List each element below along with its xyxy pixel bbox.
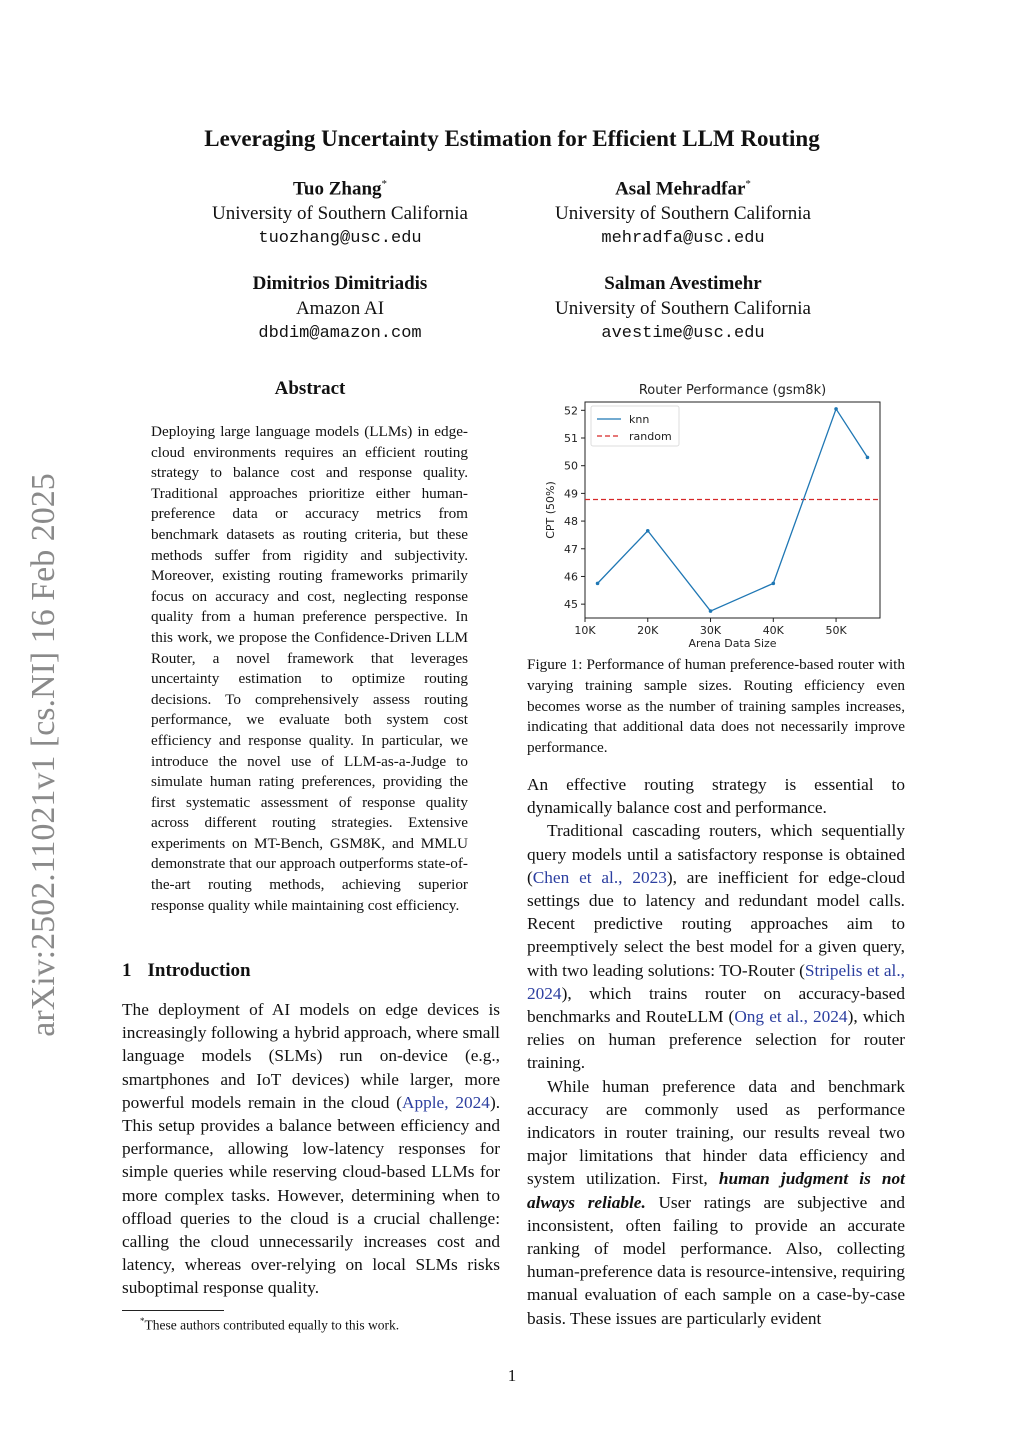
author-email: tuozhang@usc.edu [258,229,422,249]
citation-link[interactable]: Apple, 2024 [401,1092,490,1112]
author-block [513,172,853,251]
legend-label-knn: knn [629,413,650,426]
author-block [513,271,853,346]
paragraph: While human preference data and benchmark accuracy are commonly used as performance indicators in router training, our results reveal two major limitations that hinder data efficiency and system utilization. First, human judgment is not always reliable. User ratings are subjective and inconsistent, often failing to provide an accurate ranking of model performance. Also, collecting human-preference data is resource-intensive, requiring manual evaluation of each sample on a case-by-case basis. These issues are particularly evident [527,1076,905,1328]
x-tick-label: 40K [762,624,784,637]
y-tick-label: 45 [564,598,578,612]
x-tick-label: 10K [574,624,596,637]
paragraph: An effective routing strategy is essential to dynamically balance cost and performance. [527,775,905,818]
data-point [866,456,870,460]
citation-link[interactable]: Stripelis et al., 2024 [527,960,905,1003]
y-tick-label: 52 [564,404,578,418]
footnote-rule [122,1310,224,1311]
citation-link[interactable]: Ong et al., 2024 [734,1007,848,1027]
x-axis-label: Arena Data Size [688,637,777,650]
intro-paragraph: The deployment of AI models on edge devices is increasingly following a hybrid approach, where small language models (SLMs) run on-device (e.g., smartphones and IoT devices) while larger, more powerful models remain in the cloud (Apple, 2024). This setup provides a balance between efficiency and performance, allowing low-latency responses for simple queries while reserving cloud-based LLMs for more complex tasks. However, determining when to offload queries to the cloud is a crucial challenge: calling the cloud unnecessarily increases cost and latency, whereas over-relying on local SLMs risks suboptimal response quality. [122,1000,501,1298]
author-email: dbdim@amazon.com [258,324,422,343]
author-block [170,271,510,346]
legend-label-random: random [629,430,672,443]
data-point [834,407,838,411]
author-email: mehradfa@usc.edu [601,229,765,249]
y-tick-label: 51 [564,432,578,445]
author-name: Dimitrios Dimitriadis [252,273,428,294]
author-name: Salman Avestimehr [604,273,762,294]
paragraph: Traditional cascading routers, which sequentially query models until a satisfactory response is obtained (Chen et al., 2023), are inefficient for edge-cloud settings due to latency and redundant model calls. Recent predictive routing approaches aim to preemptively select the best model for a given query, with two leading solutions: TO-Router (Stripelis et al., 2024), which trains router on accuracy-based benchmarks and RouteLLM (Ong et al., 2024), which relies on human preference selection for router training. [527,821,906,1073]
data-point [771,582,775,586]
citation-link[interactable]: Chen et al., 2023 [532,867,667,887]
line-chart [530,378,890,650]
abstract-heading: Abstract [274,378,346,399]
author-affiliation: University of Southern California [555,298,811,319]
abstract-text: Deploying large language models (LLMs) in edge-cloud environments requires an efficient routing strategy to balance cost and response quality. Traditional approaches prioritize either human-preference data or accuracy metrics from benchmark datasets as routing criteria, but these methods suffer from rigidity and subjectivity. Moreover, existing routing frameworks primarily focus on accuracy and cost, neglecting response quality from a human preference perspective. In this work, we propose the Confidence-Driven LLM Router, a novel framework that leverages uncertainty estimation to optimize routing decisions. To comprehensively assess routing performance, we evaluate both system cost efficiency and response quality. In particular, we introduce the novel use of LLM-as-a-Judge to simulate human rating preferences, providing the first systematic assessment of response quality across different routing strategies. Extensive experiments on MT-Bench, GSM8K, and MMLU demonstrate that our approach outperforms state-of-the-art routing methods, achieving superior response quality while maintaining cost efficiency. [151,423,468,914]
footnote: *These authors contributed equally to this work. [140,1316,400,1333]
x-tick-label: 50K [825,624,847,637]
author-affiliation: Amazon AI [295,298,385,319]
paper-title: Leveraging Uncertainty Estimation for Efficient LLM Routing [204,126,820,151]
emphasis: human judgment is not always reliable. [527,1169,905,1212]
x-tick-label: 20K [637,624,659,637]
y-axis-label: CPT (50%) [544,481,557,539]
y-tick-label: 49 [564,487,578,501]
arxiv-stamp-text: arXiv:2502.11021v1 [cs.NI] 16 Feb 2025 [25,473,62,1037]
y-tick-label: 48 [564,515,578,529]
right-column-text [527,773,905,1330]
author-name: Asal Mehradfar* [615,178,751,200]
author-affiliation: University of Southern California [212,203,468,225]
author-name: Tuo Zhang* [292,178,388,200]
chart-title: Router Performance (gsm8k) [638,383,827,398]
arxiv-stamp [12,460,76,1050]
author-block [170,172,510,251]
author-email: avestime@usc.edu [601,324,765,343]
figure-1-chart [530,378,890,650]
y-tick-label: 50 [564,459,578,473]
y-tick-label: 47 [564,542,578,556]
section-heading: 1 Introduction [122,960,251,981]
figure-caption: Figure 1: Performance of human preference-based router with varying training sample sizes. Routing efficiency even becomes worse as the number of training samples increases, indicating that additional data does not necessarily improve performance. [527,656,905,757]
author-affiliation: University of Southern California [555,203,811,225]
y-tick-label: 46 [564,570,578,584]
data-point [646,529,650,533]
data-point [596,582,600,586]
page-number: 1 [507,1366,517,1385]
data-point [709,609,713,613]
x-tick-label: 30K [699,624,722,637]
